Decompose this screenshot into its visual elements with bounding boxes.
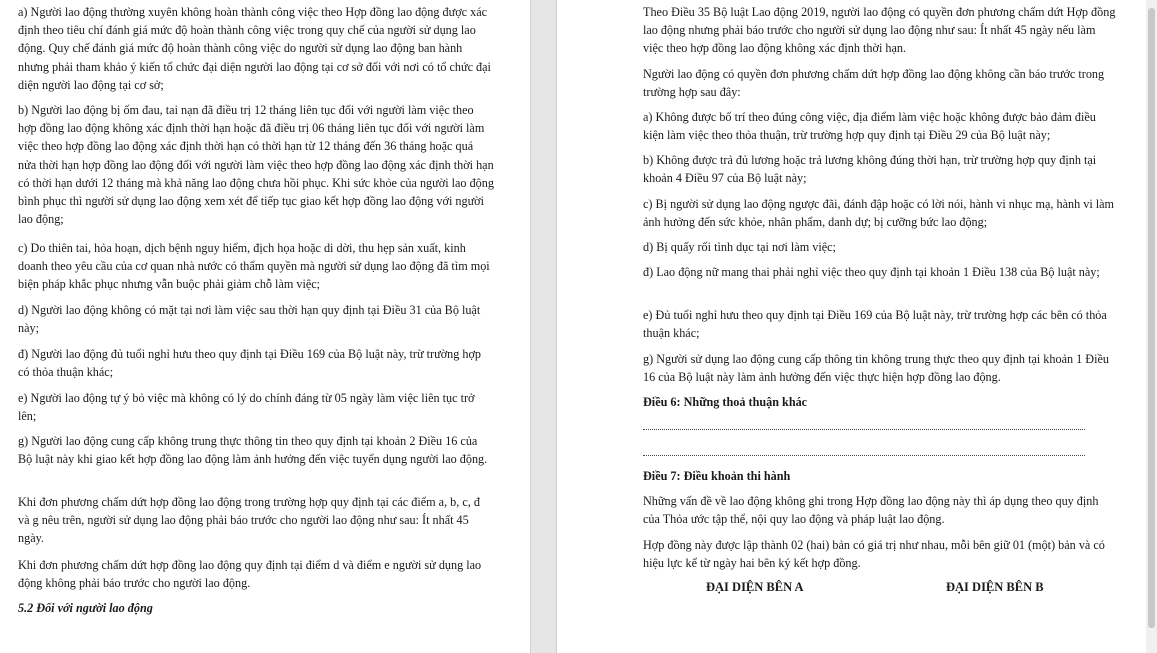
right-paragraph-d: d) Bị quấy rối tình dục tại nơi làm việc;	[643, 240, 836, 254]
notice-paragraph-1: Khi đơn phương chấm dứt hợp đồng lao động trong trường hợp quy định tại các điểm a, b, c, đ và g nêu trên, người sử dụng lao động phải báo trước cho người lao động như sau: Ít nhất 45 ngày.	[18, 495, 480, 546]
article7-heading: Điều 7: Điều khoản thi hành	[643, 469, 791, 483]
left-document-page	[0, 0, 531, 653]
dotted-line-2	[643, 455, 1085, 456]
right-paragraph-b: b) Không được trả đủ lương hoặc trả lương không đúng thời hạn, trừ trường hợp quy định tại khoản 4 Điều 97 của Bộ luật này;	[643, 153, 1097, 186]
right-paragraph-e: e) Đủ tuổi nghỉ hưu theo quy định tại Điều 169 của Bộ luật này, trừ trường hợp các bên có thỏa thuận khác;	[643, 308, 1107, 341]
paragraph-g: g) Người lao động cung cấp không trung thực thông tin theo quy định tại khoản 2 Điều 16 của Bộ luật này khi giao kết hợp đồng lao động làm ảnh hưởng đến việc tuyển dụng người lao động.	[18, 434, 488, 467]
no-notice-intro: Người lao động có quyền đơn phương chấm dứt hợp đồng lao động không cần báo trước trong trường hợp sau đây:	[643, 67, 1105, 100]
signature-party-a: ĐẠI DIỆN BÊN A	[706, 580, 804, 594]
paragraph-a: a) Người lao động thường xuyên không hoàn thành công việc theo Hợp đồng lao động được xác định theo tiêu chí đánh giá mức độ hoàn thành công việc trong quy chế của người sử dụng lao động. Quy chế đánh giá mức độ hoàn thành công việc do người sử dụng lao động ban hành nhưng phải tham khảo ý kiến tổ chức đại diện người lao động tại cơ sở đối với nơi có tổ chức đại diện người lao động tại cơ sở;	[18, 5, 491, 92]
notice-paragraph-2: Khi đơn phương chấm dứt hợp đồng lao động quy định tại điểm d và điểm e người sử dụng lao động không phải báo trước cho người lao động.	[18, 558, 482, 591]
right-paragraph-g: g) Người sử dụng lao động cung cấp thông tin không trung thực theo quy định tại khoản 1 Điều 16 của Bộ luật này làm ảnh hưởng đến việc thực hiện hợp đồng lao động.	[643, 352, 1109, 385]
paragraph-e: e) Người lao động tự ý bỏ việc mà không có lý do chính đáng từ 05 ngày làm việc liên tục trở lên;	[18, 391, 475, 424]
paragraph-c: c) Do thiên tai, hỏa hoạn, dịch bệnh nguy hiểm, địch họa hoặc di dời, thu hẹp sản xuất, kinh doanh theo yêu cầu của cơ quan nhà nước có thẩm quyền mà người sử dụng lao động đã tìm mọi biện pháp khắc phục nhưng vẫn buộc phải giảm chỗ làm việc;	[18, 241, 490, 292]
section-heading: 5.2 Đối với người lao động	[18, 601, 153, 615]
right-paragraph-a: a) Không được bố trí theo đúng công việc, địa điểm làm việc hoặc không được bảo đảm điều kiện làm việc theo thỏa thuận, trừ trường hợp quy định tại Điều 29 của Bộ luật này;	[643, 110, 1096, 143]
paragraph-dd: đ) Người lao động đủ tuổi nghỉ hưu theo quy định tại Điều 169 của Bộ luật này, trừ trường hợp có thỏa thuận khác;	[18, 347, 482, 380]
article6-heading: Điều 6: Những thoả thuận khác	[643, 395, 808, 409]
article7-paragraph-2: Hợp đồng này được lập thành 02 (hai) bản có giá trị như nhau, mỗi bên giữ 01 (một) bản và có hiệu lực kể từ ngày hai bên ký kết hợp đồng.	[643, 538, 1105, 571]
signature-party-b: ĐẠI DIỆN BÊN B	[946, 580, 1044, 594]
paragraph-d: d) Người lao động không có mặt tại nơi làm việc sau thời hạn quy định tại Điều 31 của Bộ luật này;	[18, 303, 481, 336]
vertical-scrollbar[interactable]	[1146, 0, 1157, 653]
scrollbar-thumb[interactable]	[1148, 8, 1155, 628]
right-paragraph-c: c) Bị người sử dụng lao động ngược đãi, đánh đập hoặc có lời nói, hành vi nhục mạ, hành vi làm ảnh hưởng đến sức khỏe, nhân phẩm, danh dự; bị cưỡng bức lao động;	[643, 197, 1115, 230]
dotted-line-1	[643, 429, 1085, 430]
right-document-page	[556, 0, 1146, 653]
right-paragraph-dd: đ) Lao động nữ mang thai phải nghỉ việc theo quy định tại khoản 1 Điều 138 của Bộ luật này;	[643, 265, 1100, 279]
paragraph-b: b) Người lao động bị ốm đau, tai nạn đã điều trị 12 tháng liên tục đối với người làm việc theo hợp đồng lao động không xác định thời hạn hoặc đã điều trị 06 tháng liên tục đối với người làm việc theo hợp đồng lao động xác định thời hạn có thời hạn từ 12 tháng đến 36 tháng hoặc quá nửa thời hạn hợp đồng lao động đối với người làm việc theo hợp đồng lao động xác định thời hạn có thời hạn dưới 12 tháng mà khả năng lao động chưa hồi phục. Khi sức khỏe của người lao động bình phục thì người sử dụng lao động xem xét để tiếp tục giao kết hợp đồng lao động với người lao động;	[18, 103, 494, 227]
article35-paragraph: Theo Điều 35 Bộ luật Lao động 2019, người lao động có quyền đơn phương chấm dứt Hợp đồng lao động nhưng phải báo trước cho người sử dụng lao động như sau: Ít nhất 45 ngày nếu làm việc theo hợp đồng lao động không xác định thời hạn.	[643, 5, 1116, 56]
article7-paragraph-1: Những vấn đề về lao động không ghi trong Hợp đồng lao động này thì áp dụng theo quy định của Thỏa ước tập thể, nội quy lao động và pháp luật lao động.	[643, 494, 1099, 527]
